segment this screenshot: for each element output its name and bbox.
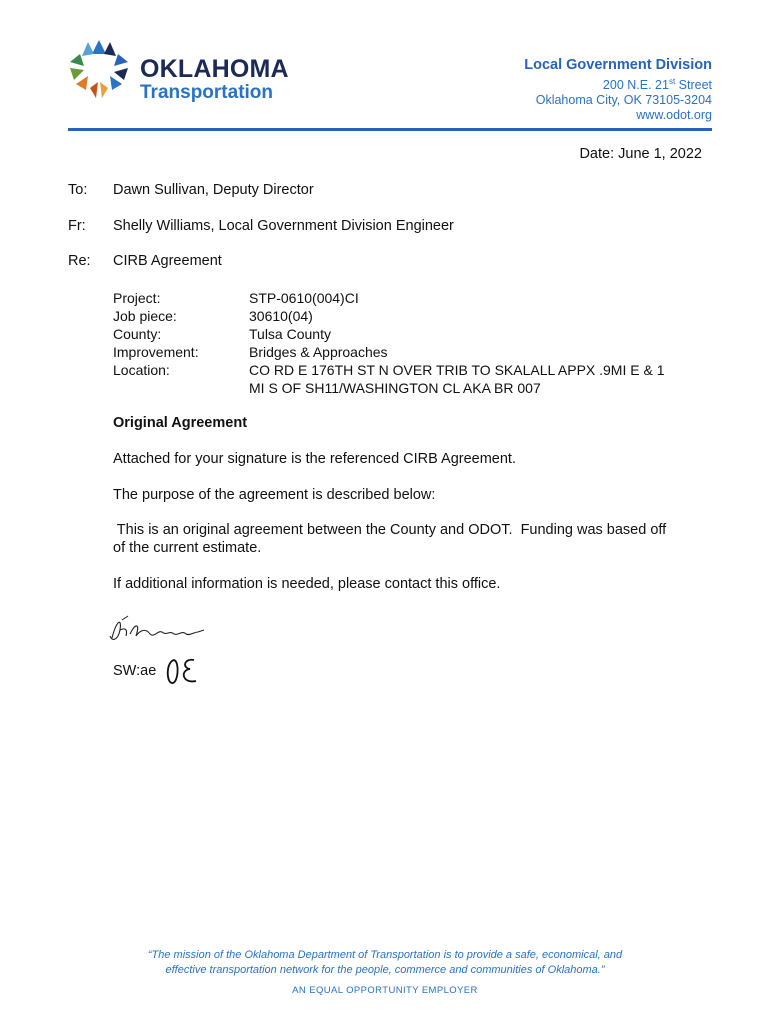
city-address: Oklahoma City, OK 73105-3204 [535,93,712,108]
description-line-1: This is an original agreement between the County and ODOT. Funding was based off [113,522,667,538]
from-label: Fr: [68,218,86,234]
section-heading: Original Agreement [113,415,248,431]
project-value: STP-0610(004)CI [249,290,359,306]
improvement-label: Improvement: [113,344,199,360]
street-sup: st [668,77,676,86]
location-line-1: CO RD E 176TH ST N OVER TRIB TO SKALALL APPX .9MI E & 1 [249,362,665,378]
location-value [249,361,709,397]
letterhead-address [524,56,712,123]
county-value: Tulsa County [249,326,331,342]
project-label: Project: [113,290,161,306]
to-value: Dawn Sullivan, Deputy Director [113,182,314,198]
paragraph-purpose: The purpose of the agreement is described below: [113,487,436,503]
typist-initials: SW:ae [113,663,157,679]
re-label: Re: [68,253,91,269]
memo-date: Date: June 1, 2022 [579,146,702,162]
paragraph-attached: Attached for your signature is the referenced CIRB Agreement. [113,451,516,467]
jobpiece-value: 30610(04) [249,308,313,324]
jobpiece-label: Job piece: [113,308,177,324]
handwritten-signature [106,612,210,646]
star-logo-icon [66,36,132,102]
mission-statement [0,948,770,978]
re-value: CIRB Agreement [113,253,222,269]
description-line-2: of the current estimate. [113,540,262,556]
from-value: Shelly Williams, Local Government Division Engineer [113,218,454,234]
street-suffix: Street [675,78,712,93]
paragraph-contact: If additional information is needed, please contact this office. [113,576,501,592]
location-label: Location: [113,362,170,378]
logo-wordmark-transportation: Transportation [140,82,274,103]
county-label: County: [113,326,162,342]
street-prefix: 200 N.E. 21 [602,78,669,93]
street-address [524,74,712,93]
equal-opportunity-notice: AN EQUAL OPPORTUNITY EMPLOYER [292,985,478,996]
to-label: To: [68,182,88,198]
location-line-2: MI S OF SH11/WASHINGTON CL AKA BR 007 [249,380,541,396]
logo-wordmark-oklahoma: OKLAHOMA [140,55,289,83]
handwritten-initials [164,656,200,686]
mission-line-1: “The mission of the Oklahoma Department of Transportation is to provide a safe, economical, and [147,949,623,961]
division-name: Local Government Division [524,57,712,73]
header-divider [68,128,712,131]
website-link[interactable]: www.odot.org [636,108,712,123]
mission-line-2: effective transportation network for the people, commerce and communities of Oklahoma.” [165,964,605,976]
improvement-value: Bridges & Approaches [249,344,388,360]
odot-logo [66,36,306,106]
paragraph-description [113,521,703,557]
